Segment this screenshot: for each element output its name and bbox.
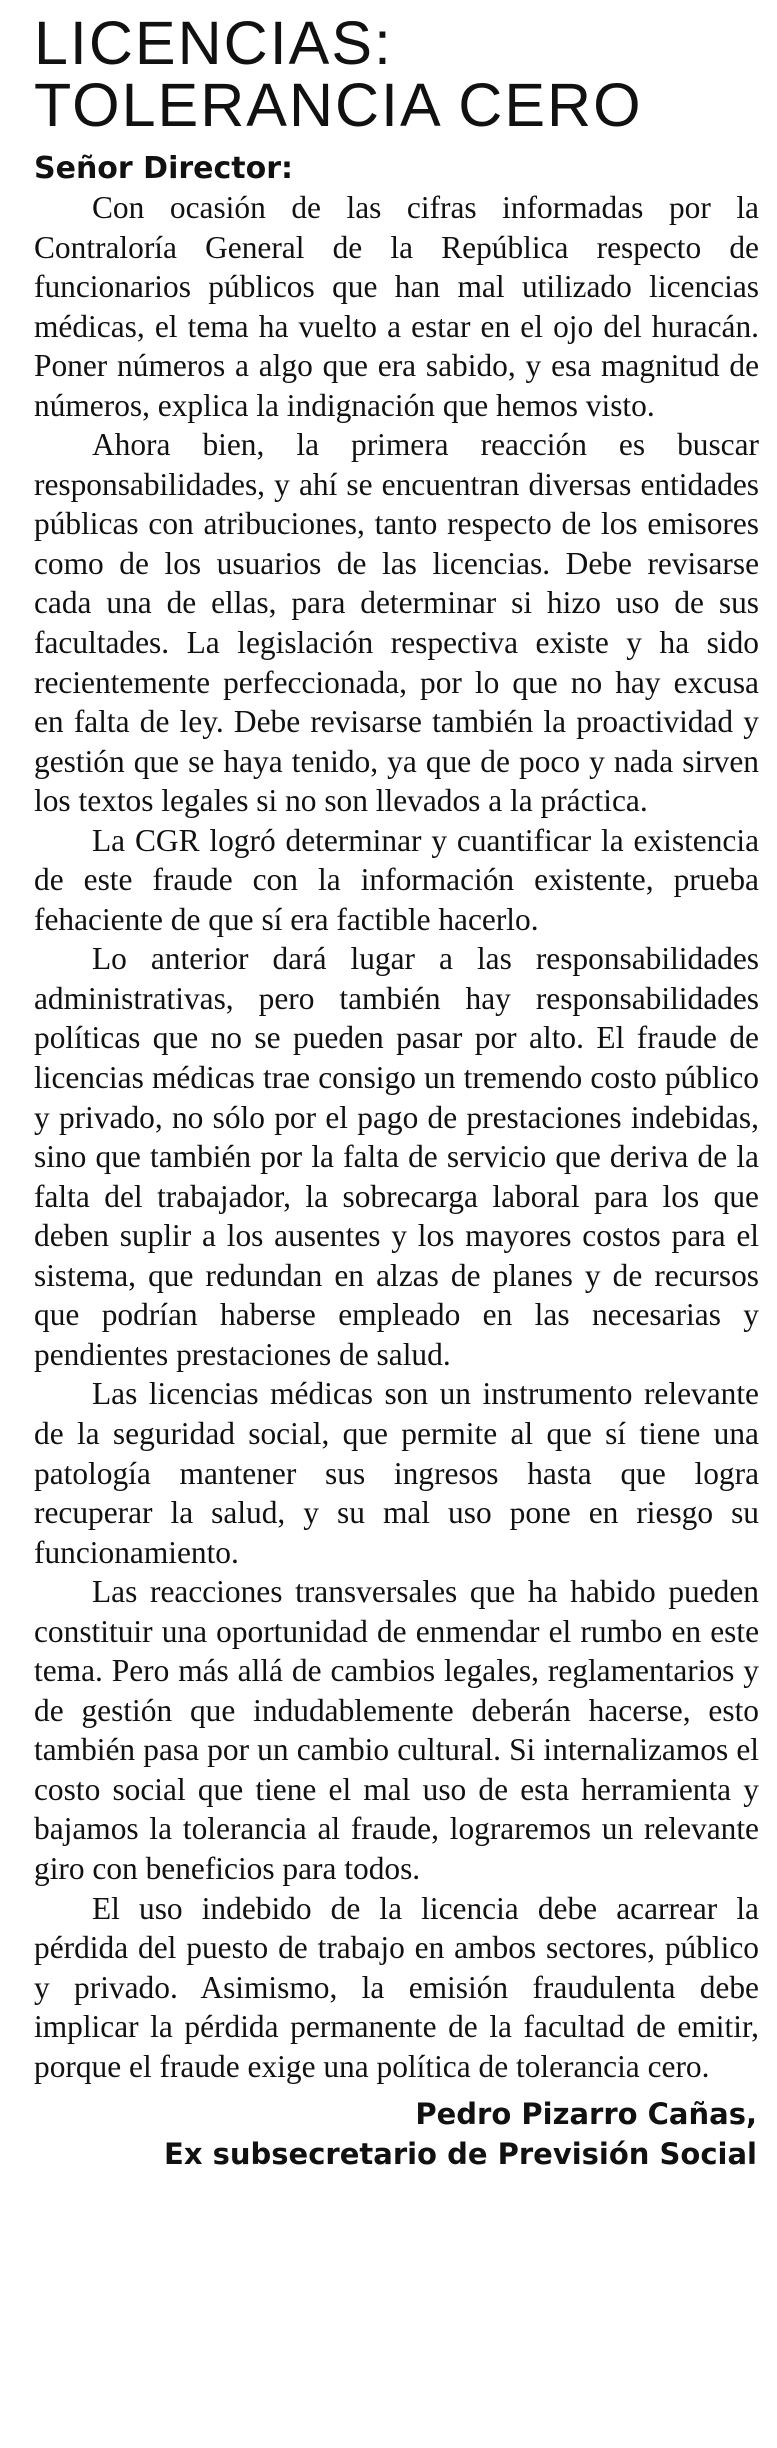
paragraph: Las licencias médicas son un instrumento relevante de la seguridad social, que permite al que sí tiene una patología mantener sus ingresos hasta que logra recuperar la salud, y su mal uso pone en riesgo su funcionamiento. [34,1376,759,1570]
paragraph: Las reacciones transversales que ha habido pueden constituir una oportunidad de enmendar el rumbo en este tema. Pero más allá de cambios legales, reglamentarios y de gestión que indudablemente deberán hacerse, esto también pasa por un cambio cultural. Si internalizamos el costo social que tiene el mal uso de esta herramienta y bajamos la tolerancia al fraude, lograremos un relevante giro con beneficios para todos. [34,1574,759,1886]
salutation: Señor Director: [34,151,294,186]
paragraph: Lo anterior dará lugar a las responsabilidades administrativas, pero también hay responsabilidades políticas que no se pueden pasar por alto. El fraude de licencias médicas trae consigo un tremendo costo público y privado, no sólo por el pago de prestaciones indebidas, sino que también por la falta de servicio que deriva de la falta del trabajador, la sobrecarga laboral para los que deben suplir a los ausentes y los mayores costos para el sistema, que redundan en alzas de planes y de recursos que podrían haberse empleado en las necesarias y pendientes prestaciones de salud. [34,941,759,1372]
letter-body [34,188,759,2086]
paragraph: Ahora bien, la primera reacción es buscar responsabilidades, y ahí se encuentran diversas entidades públicas con atribuciones, tanto respecto de los emisores como de los usuarios de las licencias. Debe revisarse cada una de ellas, para determinar si hizo uso de sus facultades. La legislación respectiva existe y ha sido recientemente perfeccionada, por lo que no hay excusa en falta de ley. Debe revisarse también la proactividad y gestión que se haya tenido, ya que de poco y nada sirven los textos legales si no son llevados a la práctica. [34,427,759,819]
signature-block [34,2094,759,2174]
signature-role: Ex subsecretario de Previsión Social [164,2137,757,2172]
paragraph: La CGR logró determinar y cuantificar la existencia de este fraude con la información existente, prueba fehaciente de que sí era factible hacerlo. [34,822,759,937]
paragraph: El uso indebido de la licencia debe acarrear la pérdida del puesto de trabajo en ambos sectores, público y privado. Asimismo, la emisión fraudulenta debe implicar la pérdida permanente de la facultad de emitir, porque el fraude exige una política de tolerancia cero. [34,1890,759,2084]
signature-name: Pedro Pizarro Cañas, [415,2097,757,2132]
paragraph: Con ocasión de las cifras informadas por la Contraloría General de la República respecto de funcionarios públicos que han mal utilizado licencias médicas, el tema ha vuelto a estar en el ojo del huracán. Poner números a algo que era sabido, y esa magnitud de números, explica la indignación que hemos visto. [34,190,759,423]
headline: LICENCIAS: TOLERANCIA CERO [34,9,643,139]
